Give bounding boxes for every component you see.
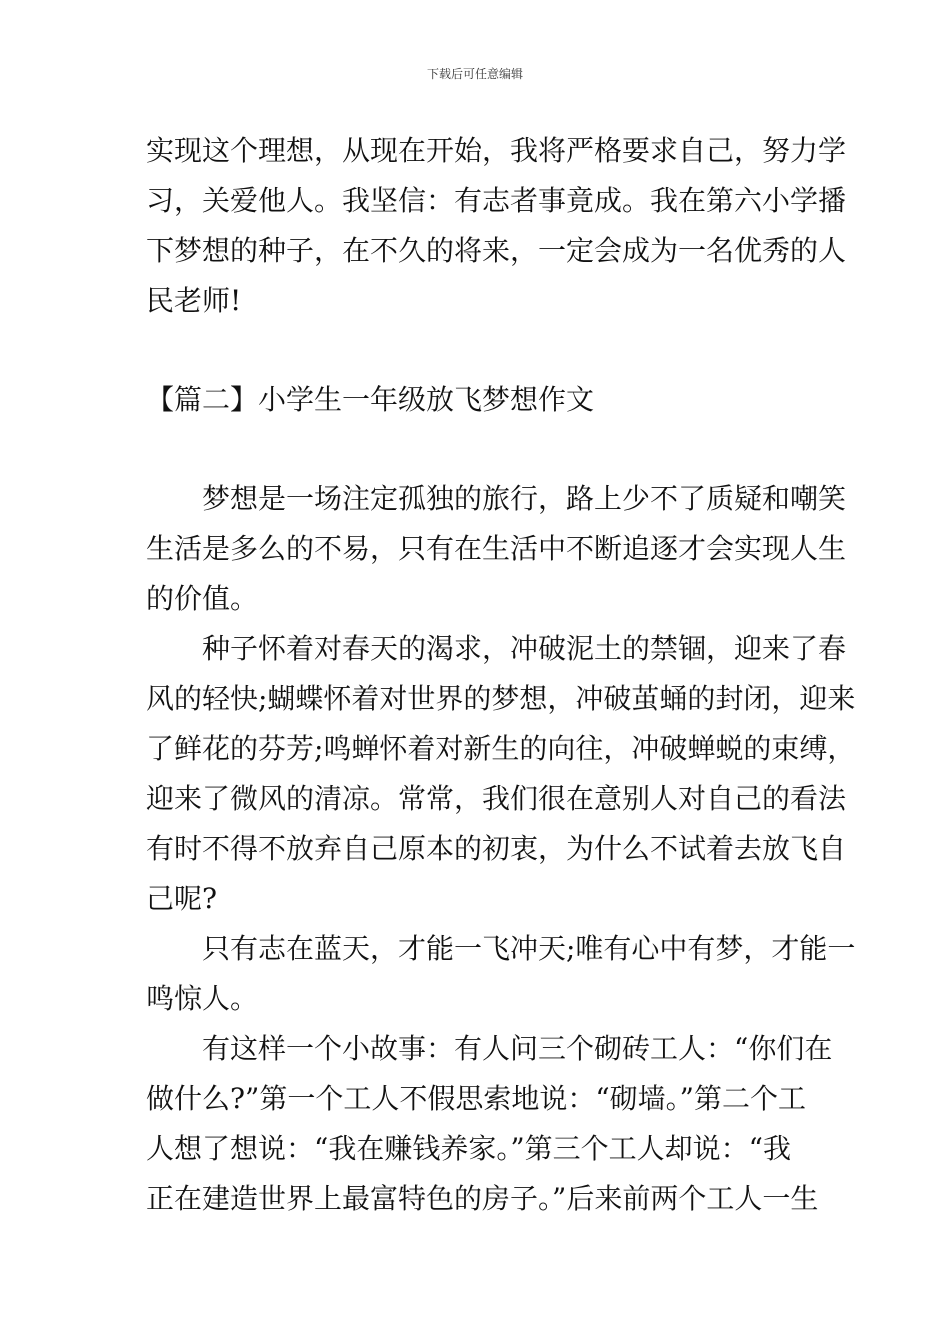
- paragraph-4: [146, 1024, 833, 1224]
- header-note: 下载后可任意编辑: [426, 67, 523, 81]
- text-line: 生活是多么的不易，只有在生活中不断追逐才会实现人生: [146, 532, 847, 565]
- text-line: 民老师!: [146, 284, 242, 317]
- text-line: 了鲜花的芬芳;鸣蝉怀着对新生的向往，冲破蝉蜕的束缚，: [146, 732, 856, 765]
- text-line: 下梦想的种子，在不久的将来，一定会成为一名优秀的人: [146, 234, 847, 267]
- spacer: [146, 326, 808, 375]
- section-title: 【篇二】小学生一年级放飞梦想作文: [146, 383, 595, 416]
- text-line: 实现这个理想，从现在开始，我将严格要求自己，努力学: [146, 134, 847, 167]
- text-line: 种子怀着对春天的渴求，冲破泥土的禁锢，迎来了春: [202, 632, 847, 665]
- text-line: 人想了想说：“我在赚钱养家。”第三个工人却说：“我: [146, 1132, 791, 1165]
- spacer: [146, 425, 808, 474]
- text-line: 有时不得不放弃自己原本的初衷，为什么不试着去放飞自: [146, 832, 847, 865]
- text-line: 己呢?: [146, 882, 218, 915]
- text-line: 的价值。: [146, 582, 259, 615]
- text-line: 习，关爱他人。我坚信：有志者事竟成。我在第六小学播: [146, 184, 847, 217]
- text-line: 迎来了微风的清凉。常常，我们很在意别人对自己的看法: [146, 782, 847, 815]
- text-line: 只有志在蓝天，才能一飞冲天;唯有心中有梦，才能一: [202, 932, 856, 965]
- text-line: 鸣惊人。: [146, 982, 259, 1015]
- text-line: 有这样一个小故事：有人问三个砌砖工人：“你们在: [202, 1032, 833, 1065]
- text-line: 做什么?”第一个工人不假思索地说：“砌墙。”第二个工: [146, 1082, 806, 1115]
- document-body: [146, 126, 856, 1224]
- paragraph-2: [146, 624, 856, 924]
- text-line: 风的轻快;蝴蝶怀着对世界的梦想，冲破茧蛹的封闭，迎来: [146, 682, 856, 715]
- paragraph-1: [146, 474, 847, 624]
- continuation-paragraph: [146, 126, 847, 326]
- text-line: 梦想是一场注定孤独的旅行，路上少不了质疑和嘲笑: [202, 482, 847, 515]
- paragraph-3: [146, 924, 856, 1024]
- text-line: 正在建造世界上最富特色的房子。”后来前两个工人一生: [146, 1182, 819, 1215]
